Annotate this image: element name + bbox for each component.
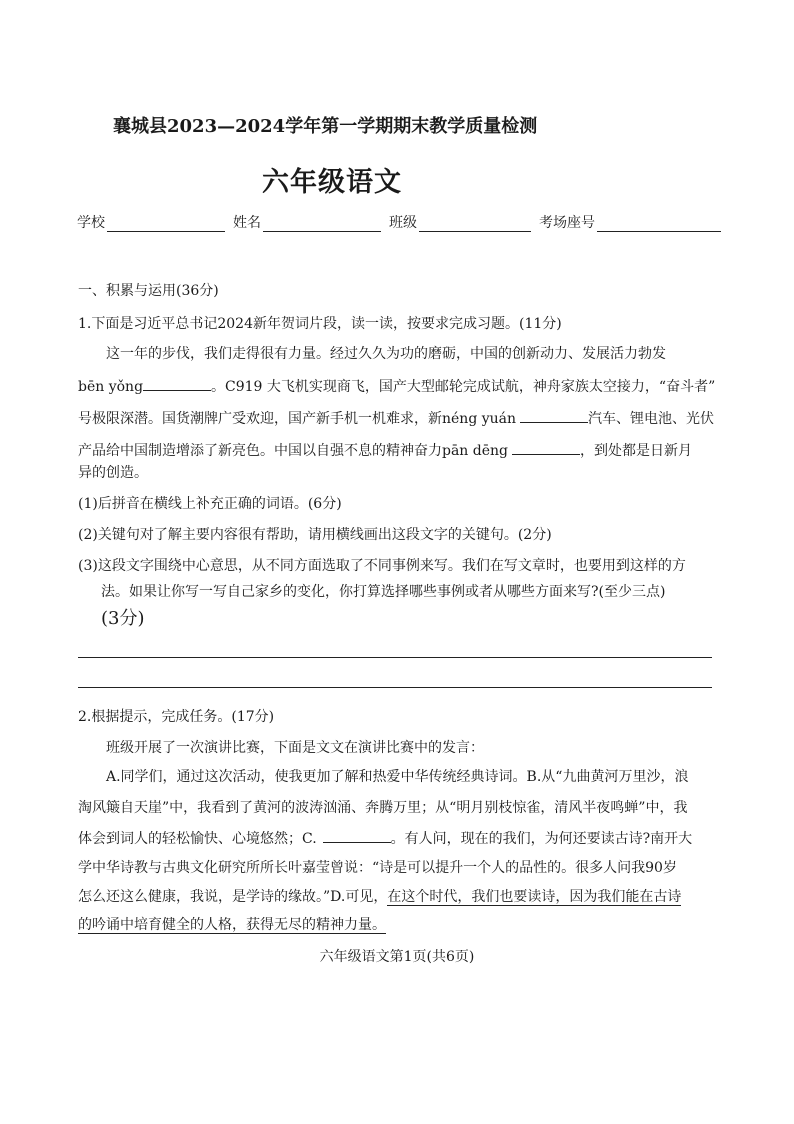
question-1-stem: 1.下面是习近平总书记2024新年贺词片段，读一读，按要求完成习题。(11分) bbox=[78, 316, 562, 332]
student-info-row bbox=[77, 212, 729, 232]
answer-line[interactable] bbox=[78, 657, 712, 658]
seat-label: 考场座号 bbox=[539, 215, 595, 231]
answer-blank[interactable] bbox=[520, 408, 588, 423]
answer-blank[interactable] bbox=[323, 828, 391, 843]
school-blank[interactable] bbox=[107, 217, 225, 232]
class-label: 班级 bbox=[389, 215, 417, 231]
seat-blank[interactable] bbox=[597, 217, 721, 232]
sub-question-3-score: (3分) bbox=[101, 608, 145, 629]
answer-line[interactable] bbox=[78, 687, 712, 688]
pinyin-prompt: bēn yǒng bbox=[78, 379, 144, 395]
page-footer: 六年级语文第1页(共6页) bbox=[319, 949, 475, 965]
name-label: 姓名 bbox=[233, 215, 261, 231]
sub-question-1: (1)后拼音在横线上补充正确的词语。(6分) bbox=[78, 496, 342, 512]
sub-question-3-cont: 法。如果让你写一写自己家乡的变化，你打算选择哪些事例或者从哪些方面来写?(至少三点) bbox=[101, 584, 666, 600]
question-2-intro: 班级开展了一次演讲比赛，下面是文文在演讲比赛中的发言： bbox=[106, 740, 484, 756]
speech-line bbox=[78, 915, 386, 935]
answer-blank[interactable] bbox=[143, 376, 211, 391]
exam-title: 襄城县2023—2024学年第一学期期末教学质量检测 bbox=[113, 116, 538, 137]
subject-title: 六年级语文 bbox=[262, 167, 402, 198]
class-blank[interactable] bbox=[419, 217, 531, 232]
sub-question-2: (2)关键句对了解主要内容很有帮助，请用横线画出这段文字的关键句。(2分) bbox=[78, 527, 552, 543]
speech-line: 怎么还这么健康，我说，是学诗的缘故。”D.可见，在这个时代，我们也要读诗，因为我们能在古诗 bbox=[78, 889, 682, 905]
speech-line: 体会到词人的轻松愉快、心境悠然；C. 。有人问，现在的我们，为何还要读古诗?南开大 bbox=[78, 828, 692, 849]
question-2-stem: 2.根据提示，完成任务。(17分) bbox=[78, 709, 275, 725]
passage-line: 异的创造。 bbox=[78, 465, 148, 481]
underlined-sentence: 的吟诵中培育健全的人格，获得无尽的精神力量。 bbox=[78, 917, 386, 933]
passage-line: 这一年的步伐，我们走得很有力量。经过久久为功的磨砺，中国的创新动力、发展活力勃发 bbox=[106, 346, 666, 362]
passage-line: bēn yǒng 。C919 大飞机实现商飞，国产大型邮轮完成试航，神舟家族太空接力，“奋斗者” bbox=[78, 376, 715, 397]
pinyin-prompt: pān dēng bbox=[442, 443, 509, 459]
passage-line: 产品给中国制造增添了新亮色。中国以自强不息的精神奋力pān dēng ，到处都是日新月 bbox=[78, 440, 692, 461]
passage-line: 号极限深潜。国货潮牌广受欢迎，国产新手机一机难求，新néng yuán 汽车、锂电池、光伏 bbox=[78, 408, 714, 429]
underlined-sentence: 在这个时代，我们也要读诗，因为我们能在古诗 bbox=[387, 889, 682, 905]
speech-line: 学中华诗教与古典文化研究所所长叶嘉莹曾说：“诗是可以提升一个人的品性的。很多人问我90岁 bbox=[78, 860, 677, 876]
speech-line: 淘风簸自天崖”中，我看到了黄河的波涛汹涌、奔腾万里；从“明月别枝惊雀，清风半夜鸣蝉”中，我 bbox=[78, 800, 688, 816]
sub-question-3: (3)这段文字围绕中心意思，从不同方面选取了不同事例来写。我们在写文章时，也要用到这样的方 bbox=[78, 558, 686, 574]
pinyin-prompt: néng yuán bbox=[442, 411, 517, 427]
answer-blank[interactable] bbox=[512, 440, 580, 455]
school-label: 学校 bbox=[77, 215, 105, 231]
section-heading: 一、积累与运用(36分) bbox=[78, 283, 219, 299]
name-blank[interactable] bbox=[263, 217, 381, 232]
speech-line: A.同学们，通过这次活动，使我更加了解和热爱中华传统经典诗词。B.从“九曲黄河万里沙，浪 bbox=[106, 769, 689, 785]
